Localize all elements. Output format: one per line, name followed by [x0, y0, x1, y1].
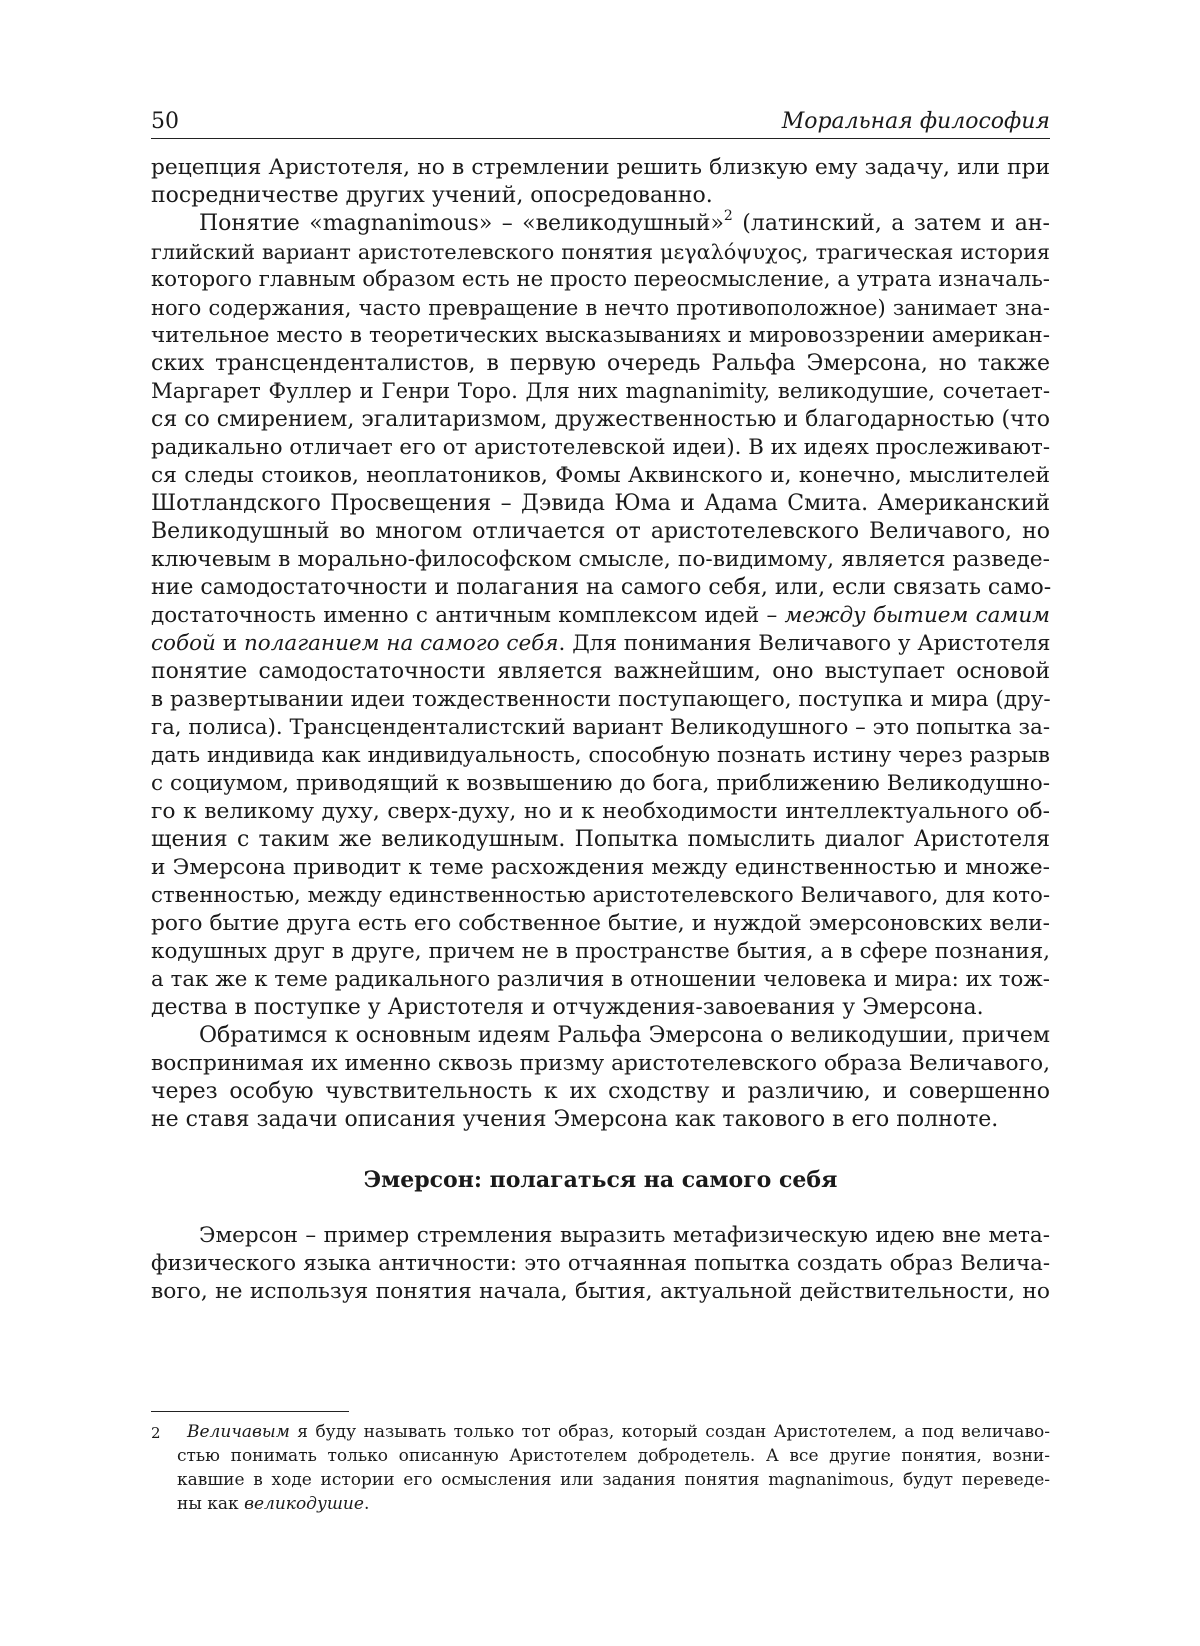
text-line: Маргарет Фуллер и Генри Торо. Для них magnanimity, великодушие, сочетает-	[151, 379, 1050, 404]
text-line: рого бытие друга есть его собственное бытие, и нуждой эмерсоновских вели-	[151, 911, 1050, 936]
text-line: дать индивида как индивидуальность, способную познать истину через разрыв	[151, 743, 1050, 768]
text-line: ся со смирением, эгалитаризмом, дружественностью и благодарностью (что	[151, 407, 1050, 432]
text-line: воспринимая их именно сквозь призму аристотелевского образа Величавого,	[151, 1051, 1050, 1076]
text-span: .	[363, 1494, 370, 1514]
italic-span: между бытием самим	[784, 603, 1050, 628]
text-line: понятие самодостаточности является важнейшим, оно выступает основой	[151, 659, 1050, 684]
text-line: Эмерсон – пример стремления выразить метафизическую идею вне мета-	[199, 1223, 1050, 1248]
text-line: которого главным образом есть не просто переосмысление, а утрата изначаль-	[151, 267, 1050, 292]
text-span: . Для понимания Величавого у Аристотеля	[558, 631, 1051, 656]
text-line: га, полиса). Трансценденталистский вариант Великодушного – это попытка за-	[151, 715, 1050, 740]
text-line: дества в поступке у Аристотеля и отчуждения-завоевания у Эмерсона.	[151, 995, 984, 1020]
text-line: кодушных друг в друге, причем не в пространстве бытия, а в сфере познания,	[151, 939, 1050, 964]
footnote-line	[187, 1420, 1050, 1444]
footnote-line	[177, 1492, 1050, 1516]
footnote-mark: 2	[151, 1424, 161, 1442]
text-line: и Эмерсона приводит к теме расхождения между единственностью и множе-	[151, 855, 1050, 880]
page-number: 50	[151, 109, 179, 134]
italic-span: великодушие	[244, 1494, 364, 1514]
text-line	[199, 207, 1050, 238]
italic-span: полаганием на самого себя	[243, 631, 559, 656]
text-line: в развертывании идеи тождественности поступающего, поступка и мира (дру-	[151, 687, 1051, 712]
text-line	[151, 630, 1050, 658]
text-line: ся следы стоиков, неоплатоников, Фомы Аквинского и, конечно, мыслителей	[151, 463, 1050, 488]
text-line: Шотландского Просвещения – Дэвида Юма и Адама Смита. Американский	[151, 491, 1050, 516]
text-line: го к великому духу, сверх-духу, но и к необходимости интеллектуального об-	[151, 799, 1050, 824]
italic-span: собой	[151, 631, 216, 656]
footnote-line: стью понимать только описанную Аристотелем добродетель. А все другие понятия, возни-	[177, 1446, 1050, 1466]
text-line: а так же к теме радикального различия в отношении человека и мира: их тож-	[151, 967, 1050, 992]
text-span: я буду называть только тот образ, который создан Аристотелем, а под величаво-	[297, 1422, 1050, 1442]
text-line: глийский вариант аристотелевского понятия μεγαλόψυχος, трагическая история	[151, 240, 1050, 264]
footnote-separator	[151, 1411, 349, 1412]
text-line: вого, не используя понятия начала, бытия, актуальной действительности, но	[151, 1279, 1050, 1304]
footnote-ref: 2	[723, 207, 733, 224]
footnote-line: кавшие в ходе истории его осмысления или задания понятия magnanimous, будут переведе-	[177, 1470, 1050, 1490]
text-line: радикально отличает его от аристотелевской идеи). В их идеях прослеживают-	[151, 435, 1050, 460]
text-span: и	[222, 631, 238, 656]
text-line: ного содержания, часто превращение в нечто противоположное) занимает зна-	[151, 296, 1050, 320]
running-title: Моральная философия	[781, 109, 1050, 134]
text-span: Понятие «magnanimous» – «великодушный»	[199, 211, 724, 236]
text-line: физического языка античности: это отчаянная попытка создать образ Велича-	[151, 1251, 1050, 1276]
text-line: Великодушный во многом отличается от аристотелевского Величавого, но	[151, 519, 1050, 544]
text-line: посредничестве других учений, опосредованно.	[151, 183, 713, 208]
text-span: ны как	[177, 1494, 239, 1514]
text-line: ских трансценденталистов, в первую очередь Ральфа Эмерсона, но также	[151, 351, 1050, 376]
italic-span: Величавым	[187, 1422, 290, 1442]
text-line	[151, 602, 1050, 630]
text-line: рецепция Аристотеля, но в стремлении решить близкую ему задачу, или при	[151, 155, 1050, 180]
text-line: ключевым в морально-философском смысле, по-видимому, является разведе-	[151, 547, 1050, 572]
text-line: не ставя задачи описания учения Эмерсона как такового в его полноте.	[151, 1107, 999, 1132]
text-span: (латинский, а затем и ан-	[742, 211, 1050, 236]
text-line: ственностью, между единственностью аристотелевского Величавого, для кото-	[151, 883, 1050, 908]
text-line: через особую чувствительность к их сходству и различию, и совершенно	[151, 1079, 1050, 1104]
text-span: достаточность именно с античным комплексом идей –	[151, 603, 778, 628]
text-line: с социумом, приводящий к возвышению до бога, приближению Великодушно-	[151, 771, 1050, 796]
section-heading: Эмерсон: полагаться на самого себя	[363, 1167, 838, 1193]
text-line: чительное место в теоретических высказываниях и мировоззрении американ-	[151, 323, 1050, 348]
text-line: ние самодостаточности и полагания на самого себя, или, если связать само-	[151, 575, 1052, 600]
page-header	[151, 104, 1050, 139]
text-line: щения с таким же великодушным. Попытка помыслить диалог Аристотеля	[151, 827, 1050, 852]
text-line: Обратимся к основным идеям Ральфа Эмерсона о великодушии, причем	[199, 1023, 1050, 1048]
